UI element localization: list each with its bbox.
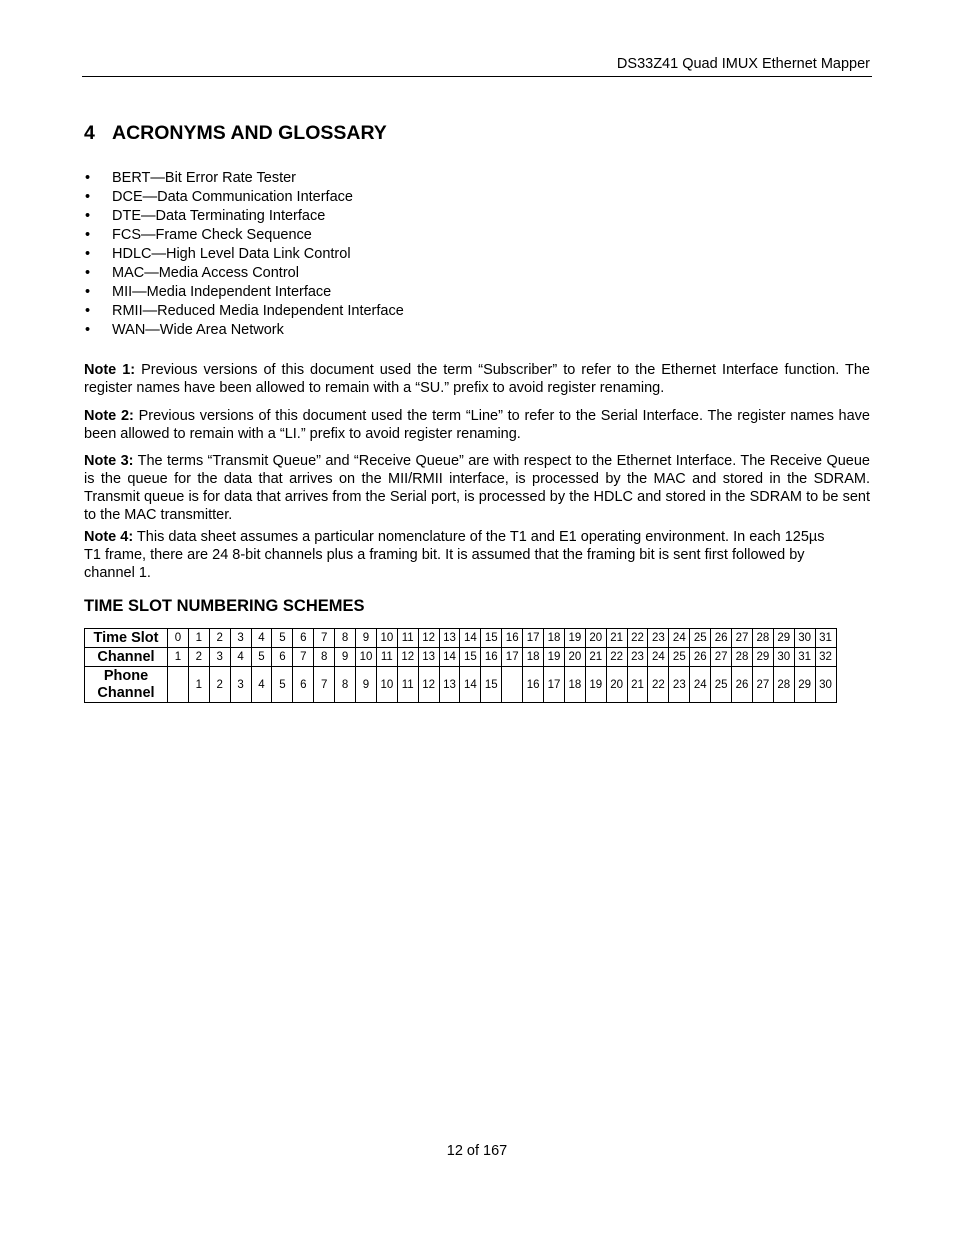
table-cell: 11 [397, 667, 418, 703]
section-number: 4 [84, 122, 95, 144]
table-cell: 21 [606, 629, 627, 648]
table-cell: 18 [523, 648, 544, 667]
note-2 [84, 407, 870, 443]
table-cell: 20 [585, 629, 606, 648]
table-cell: 7 [314, 629, 335, 648]
table-cell: 2 [209, 667, 230, 703]
table-cell: 3 [230, 629, 251, 648]
table-cell: 29 [752, 648, 773, 667]
table-cell: 7 [314, 667, 335, 703]
table-cell: 27 [752, 667, 773, 703]
table-cell: 26 [732, 667, 753, 703]
table-cell: 18 [544, 629, 565, 648]
note-text: Previous versions of this document used the term “Line” to refer to the Serial Interface. The register names have been allowed to remain with a “LI.” prefix to avoid register renaming. [84, 408, 870, 442]
table-cell: 9 [335, 648, 356, 667]
table-cell: 1 [168, 648, 189, 667]
table-cell: 29 [794, 667, 815, 703]
table-cell: 4 [251, 667, 272, 703]
table-cell: 28 [752, 629, 773, 648]
row-header: Time Slot [85, 629, 168, 648]
acronym-list [84, 169, 404, 340]
table-cell: 24 [690, 667, 711, 703]
table-cell: 31 [815, 629, 836, 648]
note-4 [84, 528, 844, 582]
table-cell: 10 [376, 667, 397, 703]
acronym-item: • DTE—Data Terminating Interface [84, 207, 404, 226]
table-cell: 19 [564, 629, 585, 648]
table-cell: 32 [815, 648, 836, 667]
note-text: The terms “Transmit Queue” and “Receive Queue” are with respect to the Ethernet Interface. The Receive Queue is the queue for the data that arrives on the MII/RMII interface, is processed by the MAC and stored in the SDRAM. Transmit queue is for data that arrives from the Serial port, is processed by the HDLC and stored in the SDRAM to be sent to the MAC transmitter. [84, 453, 870, 523]
table-cell: 26 [690, 648, 711, 667]
table-cell: 20 [564, 648, 585, 667]
channel-row [85, 648, 837, 667]
table-cell: 14 [439, 648, 460, 667]
table-cell: 16 [502, 629, 523, 648]
table-cell: 12 [418, 629, 439, 648]
acronym-item: • HDLC—High Level Data Link Control [84, 245, 404, 264]
table-cell: 25 [711, 667, 732, 703]
table-cell: 14 [460, 629, 481, 648]
table-cell: 4 [230, 648, 251, 667]
table-cell: 19 [585, 667, 606, 703]
table-cell: 17 [502, 648, 523, 667]
section-heading [84, 122, 387, 145]
note-label: Note 2: [84, 408, 134, 424]
table-cell: 21 [585, 648, 606, 667]
table-cell: 23 [627, 648, 648, 667]
header-divider [82, 76, 872, 77]
note-3 [84, 452, 870, 524]
table-cell: 3 [209, 648, 230, 667]
table-cell: 27 [711, 648, 732, 667]
table-cell: 30 [773, 648, 794, 667]
table-cell: 0 [168, 629, 189, 648]
acronym-item: • WAN—Wide Area Network [84, 321, 404, 340]
table-cell: 25 [690, 629, 711, 648]
subsection-heading: TIME SLOT NUMBERING SCHEMES [84, 597, 365, 615]
table-cell: 6 [293, 667, 314, 703]
table-cell: 8 [335, 667, 356, 703]
table-cell: 25 [669, 648, 690, 667]
table-cell: 12 [418, 667, 439, 703]
note-text: This data sheet assumes a particular nomenclature of the T1 and E1 operating environment. In each 125µs T1 frame, there are 24 8-bit channels plus a framing bit. It is assumed that the framing bit is sent first followed by channel 1. [84, 529, 825, 581]
table-cell: 22 [627, 629, 648, 648]
table-cell [502, 667, 523, 703]
note-text: Previous versions of this document used the term “Subscriber” to refer to the Ethernet Interface function. The register names have been allowed to remain with a “SU.” prefix to avoid register renaming. [84, 362, 870, 396]
note-label: Note 4: [84, 529, 134, 545]
table-cell: 14 [460, 667, 481, 703]
note-1 [84, 361, 870, 397]
time-slot-table [84, 628, 837, 703]
acronym-item: • RMII—Reduced Media Independent Interface [84, 302, 404, 321]
table-cell: 13 [418, 648, 439, 667]
table-cell: 1 [188, 629, 209, 648]
table-cell: 24 [669, 629, 690, 648]
acronym-item: • FCS—Frame Check Sequence [84, 226, 404, 245]
table-cell: 24 [648, 648, 669, 667]
acronym-item: • DCE—Data Communication Interface [84, 188, 404, 207]
table-cell: 30 [794, 629, 815, 648]
table-cell: 11 [397, 629, 418, 648]
row-header: Phone Channel [85, 667, 168, 703]
note-label: Note 1: [84, 362, 136, 378]
row-header: Channel [85, 648, 168, 667]
acronym-item: • BERT—Bit Error Rate Tester [84, 169, 404, 188]
table-cell: 9 [356, 667, 377, 703]
table-cell: 16 [481, 648, 502, 667]
phone-channel-row [85, 667, 837, 703]
table-cell: 27 [732, 629, 753, 648]
table-cell: 17 [523, 629, 544, 648]
table-cell: 30 [815, 667, 836, 703]
table-cell: 12 [397, 648, 418, 667]
table-cell: 5 [272, 667, 293, 703]
table-cell [168, 667, 189, 703]
table-cell: 26 [711, 629, 732, 648]
table-cell: 20 [606, 667, 627, 703]
table-cell: 3 [230, 667, 251, 703]
table-cell: 13 [439, 667, 460, 703]
table-cell: 4 [251, 629, 272, 648]
acronym-item: • MAC—Media Access Control [84, 264, 404, 283]
table-cell: 6 [293, 629, 314, 648]
table-cell: 8 [335, 629, 356, 648]
table-cell: 6 [272, 648, 293, 667]
table-cell: 19 [544, 648, 565, 667]
table-cell: 23 [648, 629, 669, 648]
section-title: ACRONYMS AND GLOSSARY [112, 122, 387, 144]
table-cell: 2 [209, 629, 230, 648]
table-cell: 17 [544, 667, 565, 703]
table-cell: 28 [773, 667, 794, 703]
table-cell: 9 [356, 629, 377, 648]
table-cell: 15 [460, 648, 481, 667]
table-cell: 18 [564, 667, 585, 703]
table-cell: 13 [439, 629, 460, 648]
table-cell: 31 [794, 648, 815, 667]
page-number: 12 of 167 [446, 1143, 508, 1159]
table-cell: 22 [606, 648, 627, 667]
table-cell: 21 [627, 667, 648, 703]
table-cell: 5 [251, 648, 272, 667]
document-header-title: DS33Z41 Quad IMUX Ethernet Mapper [616, 56, 870, 72]
table-cell: 5 [272, 629, 293, 648]
time-slot-row [85, 629, 837, 648]
table-cell: 16 [523, 667, 544, 703]
table-cell: 10 [356, 648, 377, 667]
table-cell: 8 [314, 648, 335, 667]
table-cell: 11 [376, 648, 397, 667]
table-cell: 29 [773, 629, 794, 648]
note-label: Note 3: [84, 453, 134, 469]
table-cell: 15 [481, 629, 502, 648]
table-cell: 2 [188, 648, 209, 667]
table-cell: 1 [188, 667, 209, 703]
table-cell: 28 [732, 648, 753, 667]
acronym-item: • MII—Media Independent Interface [84, 283, 404, 302]
table-cell: 15 [481, 667, 502, 703]
table-cell: 22 [648, 667, 669, 703]
table-cell: 10 [376, 629, 397, 648]
table-cell: 7 [293, 648, 314, 667]
table-cell: 23 [669, 667, 690, 703]
